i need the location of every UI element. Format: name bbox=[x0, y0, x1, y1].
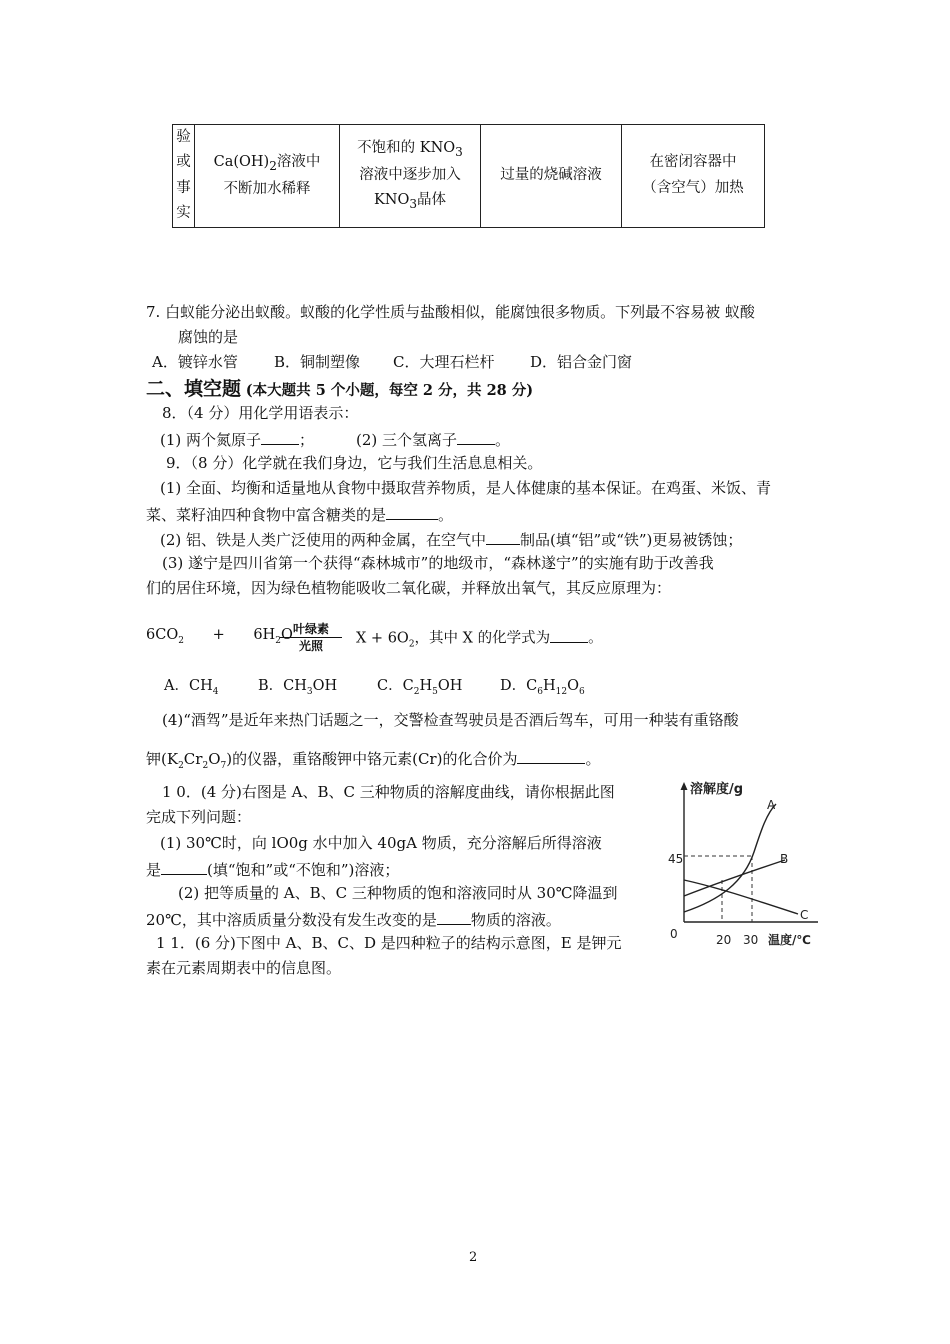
opt-sub: 5 bbox=[432, 686, 438, 697]
p4-text: 钾(K bbox=[146, 750, 179, 768]
q11-line1: 1 1．(6 分)下图中 A、B、C、D 是四种粒子的结构示意图，E 是钾元 bbox=[156, 934, 622, 952]
q7-option-b: B．铜制塑像 bbox=[274, 353, 361, 371]
q9-equation-rest bbox=[356, 627, 603, 650]
page-number: 2 bbox=[469, 1250, 478, 1265]
opt-text: H bbox=[542, 678, 556, 694]
cell-text: 不饱和的 KNO bbox=[357, 140, 456, 157]
p4-sub: 2 bbox=[202, 761, 209, 771]
q9-equation bbox=[146, 627, 293, 647]
cell-text: 不断加水稀释 bbox=[223, 180, 311, 197]
section-note: (本大题共 5 个小题，每空 2 分，共 28 分) bbox=[245, 382, 534, 399]
cell-sub: 2 bbox=[269, 158, 277, 173]
q9-title: 9．（8 分）化学就在我们身边，它与我们生活息息相关。 bbox=[166, 454, 543, 472]
q8-p2-text: (2) 三个氢离子 bbox=[356, 431, 458, 449]
answer-blank[interactable] bbox=[517, 748, 585, 764]
q9-p4-line1: (4)“酒驾”是近年来热门话题之一，交警检查驾驶员是否酒后驾车，可用一种装有重铬酸 bbox=[162, 711, 739, 729]
p4-sub: 7 bbox=[220, 761, 227, 771]
q9-p2 bbox=[160, 529, 742, 549]
answer-blank[interactable] bbox=[386, 504, 438, 520]
row-header-char: 实 bbox=[176, 205, 191, 222]
q9-option-c bbox=[377, 678, 462, 698]
eq-h2o-o: O bbox=[280, 627, 293, 643]
solubility-graph bbox=[660, 772, 830, 952]
opt-sub: 2 bbox=[413, 686, 420, 697]
q8-part1 bbox=[160, 429, 314, 449]
answer-blank[interactable] bbox=[486, 529, 520, 545]
cell-text: 溶液中 bbox=[276, 153, 321, 170]
q10-line2: 完成下列问题： bbox=[146, 808, 252, 826]
p4-text: )的仪器，重铬酸钾中铬元素(Cr)的化合价为 bbox=[226, 750, 518, 768]
reaction-arrow bbox=[280, 622, 342, 654]
curve-label-a: A bbox=[767, 798, 776, 812]
q9-p3-line1: (3) 遂宁是四川省第一个获得“森林城市”的地级市，“森林遂宁”的实施有助于改善我 bbox=[162, 554, 714, 572]
cell-text: （含空气）加热 bbox=[642, 179, 744, 196]
answer-blank[interactable] bbox=[457, 429, 495, 445]
opt-sub: 12 bbox=[555, 686, 568, 697]
answer-blank[interactable] bbox=[550, 627, 588, 643]
opt-sub: 4 bbox=[212, 686, 219, 697]
opt-text: A．CH bbox=[164, 678, 213, 694]
q8-p2-end: 。 bbox=[495, 431, 511, 449]
opt-text: OH bbox=[312, 678, 338, 694]
x-tick-20: 20 bbox=[716, 933, 732, 947]
eq-co2: 6CO bbox=[146, 627, 179, 643]
opt-sub: 3 bbox=[306, 686, 313, 697]
q7-option-d: D．铝合金门窗 bbox=[530, 353, 633, 371]
row-header-cell bbox=[173, 125, 195, 228]
y-tick-45: 45 bbox=[668, 852, 684, 866]
reaction-condition-bottom: 光照 bbox=[298, 639, 323, 654]
y-axis-label: 溶解度/g bbox=[690, 782, 744, 797]
q10-line1: 1 0．(4 分)右图是 A、B、C 三种物质的溶解度曲线，请你根据此图 bbox=[162, 783, 615, 801]
q9-p3-line2: 们的居住环境，因为绿色植物能吸收二氧化碳，并释放出氧气，其反应原理为： bbox=[146, 579, 672, 597]
q10-text: 20℃，其中溶质质量分数没有发生改变的是 bbox=[146, 911, 437, 929]
q9-p1b-text: 菜、菜籽油四种食物中富含糖类的是 bbox=[146, 506, 387, 524]
curve-label-b: B bbox=[780, 852, 789, 866]
p4-text: O bbox=[208, 750, 221, 768]
p4-sub: 2 bbox=[178, 761, 184, 771]
eq-sub: 2 bbox=[178, 635, 184, 646]
opt-text: O bbox=[567, 678, 579, 694]
q9-p1b-end: 。 bbox=[438, 506, 454, 524]
experiment-table bbox=[172, 124, 765, 228]
opt-sub: 6 bbox=[578, 686, 585, 697]
opt-text: OH bbox=[437, 678, 463, 694]
cell-text: 在密闭容器中 bbox=[649, 154, 737, 171]
opt-text: D．C bbox=[500, 678, 538, 694]
reaction-condition-top: 叶绿素 bbox=[292, 622, 329, 636]
table-cell bbox=[340, 125, 481, 228]
q10-line4 bbox=[146, 859, 399, 879]
cell-text: 晶体 bbox=[417, 192, 447, 209]
table-cell bbox=[195, 125, 340, 228]
q10-line6 bbox=[146, 909, 561, 929]
q9-p2a-text: (2) 铝、铁是人类广泛使用的两种金属，在空气中 bbox=[160, 531, 487, 549]
opt-text: C．C bbox=[377, 678, 414, 694]
q9-p2b-text: 制品(填“铝”或“铁”)更易被锈蚀； bbox=[520, 531, 743, 549]
p4-end: 。 bbox=[585, 750, 601, 768]
q8-part2 bbox=[356, 429, 510, 449]
curve-label-c: C bbox=[800, 908, 809, 922]
eq-products: X + 6O bbox=[356, 630, 409, 647]
p4-text: Cr bbox=[183, 750, 203, 768]
eq-question: ，其中 X 的化学式为 bbox=[414, 630, 551, 647]
x-axis-label: 温度/℃ bbox=[768, 933, 811, 947]
q7-option-c: C．大理石栏杆 bbox=[393, 353, 495, 371]
opt-sub: 6 bbox=[537, 686, 543, 697]
q8-p1-text: (1) 两个氮原子 bbox=[160, 431, 262, 449]
origin-label: 0 bbox=[670, 927, 678, 941]
curve-b bbox=[684, 860, 785, 896]
x-tick-30: 30 bbox=[743, 933, 759, 947]
cell-sub: 3 bbox=[409, 197, 418, 212]
q8-title: 8．（4 分）用化学用语表示： bbox=[162, 404, 359, 422]
cell-text: 溶液中逐步加入 bbox=[359, 167, 461, 184]
table-cell bbox=[481, 125, 622, 228]
q9-p1-line2 bbox=[146, 504, 453, 524]
q10-line5: (2) 把等质量的 A、B、C 三种物质的饱和溶液同时从 30℃降温到 bbox=[178, 884, 618, 902]
section-title: 二、填空题 bbox=[146, 378, 242, 400]
q10-text: (填“饱和”或“不饱和”)溶液； bbox=[207, 861, 400, 879]
q7-stem-line2: 腐蚀的是 bbox=[178, 328, 239, 346]
q9-option-b bbox=[258, 678, 337, 698]
curve-c bbox=[684, 880, 798, 914]
cell-text: 过量的烧碱溶液 bbox=[500, 167, 602, 184]
eq-sub: 2 bbox=[275, 635, 281, 646]
q10-text: 是 bbox=[146, 861, 162, 879]
table-cell bbox=[622, 125, 765, 228]
row-header-char: 验 bbox=[176, 129, 191, 145]
cell-text: KNO bbox=[373, 192, 410, 209]
opt-text: B．CH bbox=[258, 678, 307, 694]
eq-end: 。 bbox=[588, 630, 603, 647]
answer-blank[interactable] bbox=[261, 429, 299, 445]
row-header-char: 事 bbox=[176, 179, 191, 196]
q7-stem-line1: 7. 白蚁能分泌出蚁酸。蚁酸的化学性质与盐酸相似，能腐蚀很多物质。下列最不容易被 蚁酸 bbox=[146, 303, 755, 321]
row-header-char: 或 bbox=[176, 154, 191, 171]
cell-sub: 3 bbox=[455, 144, 463, 159]
q9-option-d bbox=[500, 678, 585, 698]
q9-option-a bbox=[164, 678, 218, 698]
cell-text: Ca(OH) bbox=[213, 153, 270, 170]
section-heading bbox=[146, 378, 533, 401]
q9-p1-line1: (1) 全面、均衡和适量地从食物中摄取营养物质，是人体健康的基本保证。在鸡蛋、米饭、青 bbox=[160, 479, 772, 497]
answer-blank[interactable] bbox=[161, 859, 207, 875]
answer-blank[interactable] bbox=[437, 909, 471, 925]
eq-sub: 2 bbox=[408, 639, 415, 650]
eq-plus: + bbox=[212, 627, 225, 643]
q10-line3: (1) 30℃时，向 lO0g 水中加入 40gA 物质，充分溶解后所得溶液 bbox=[160, 834, 602, 852]
q9-p4-line2 bbox=[146, 748, 600, 772]
curve-a bbox=[684, 804, 776, 912]
opt-text: H bbox=[419, 678, 433, 694]
y-axis-arrow bbox=[681, 782, 688, 790]
q10-text: 物质的溶液。 bbox=[470, 911, 561, 929]
eq-h2o: 6H bbox=[253, 627, 276, 643]
q7-option-a: A．镀锌水管 bbox=[152, 353, 238, 371]
q11-line2: 素在元素周期表中的信息图。 bbox=[146, 959, 342, 977]
q8-p1-end: ； bbox=[299, 431, 315, 449]
